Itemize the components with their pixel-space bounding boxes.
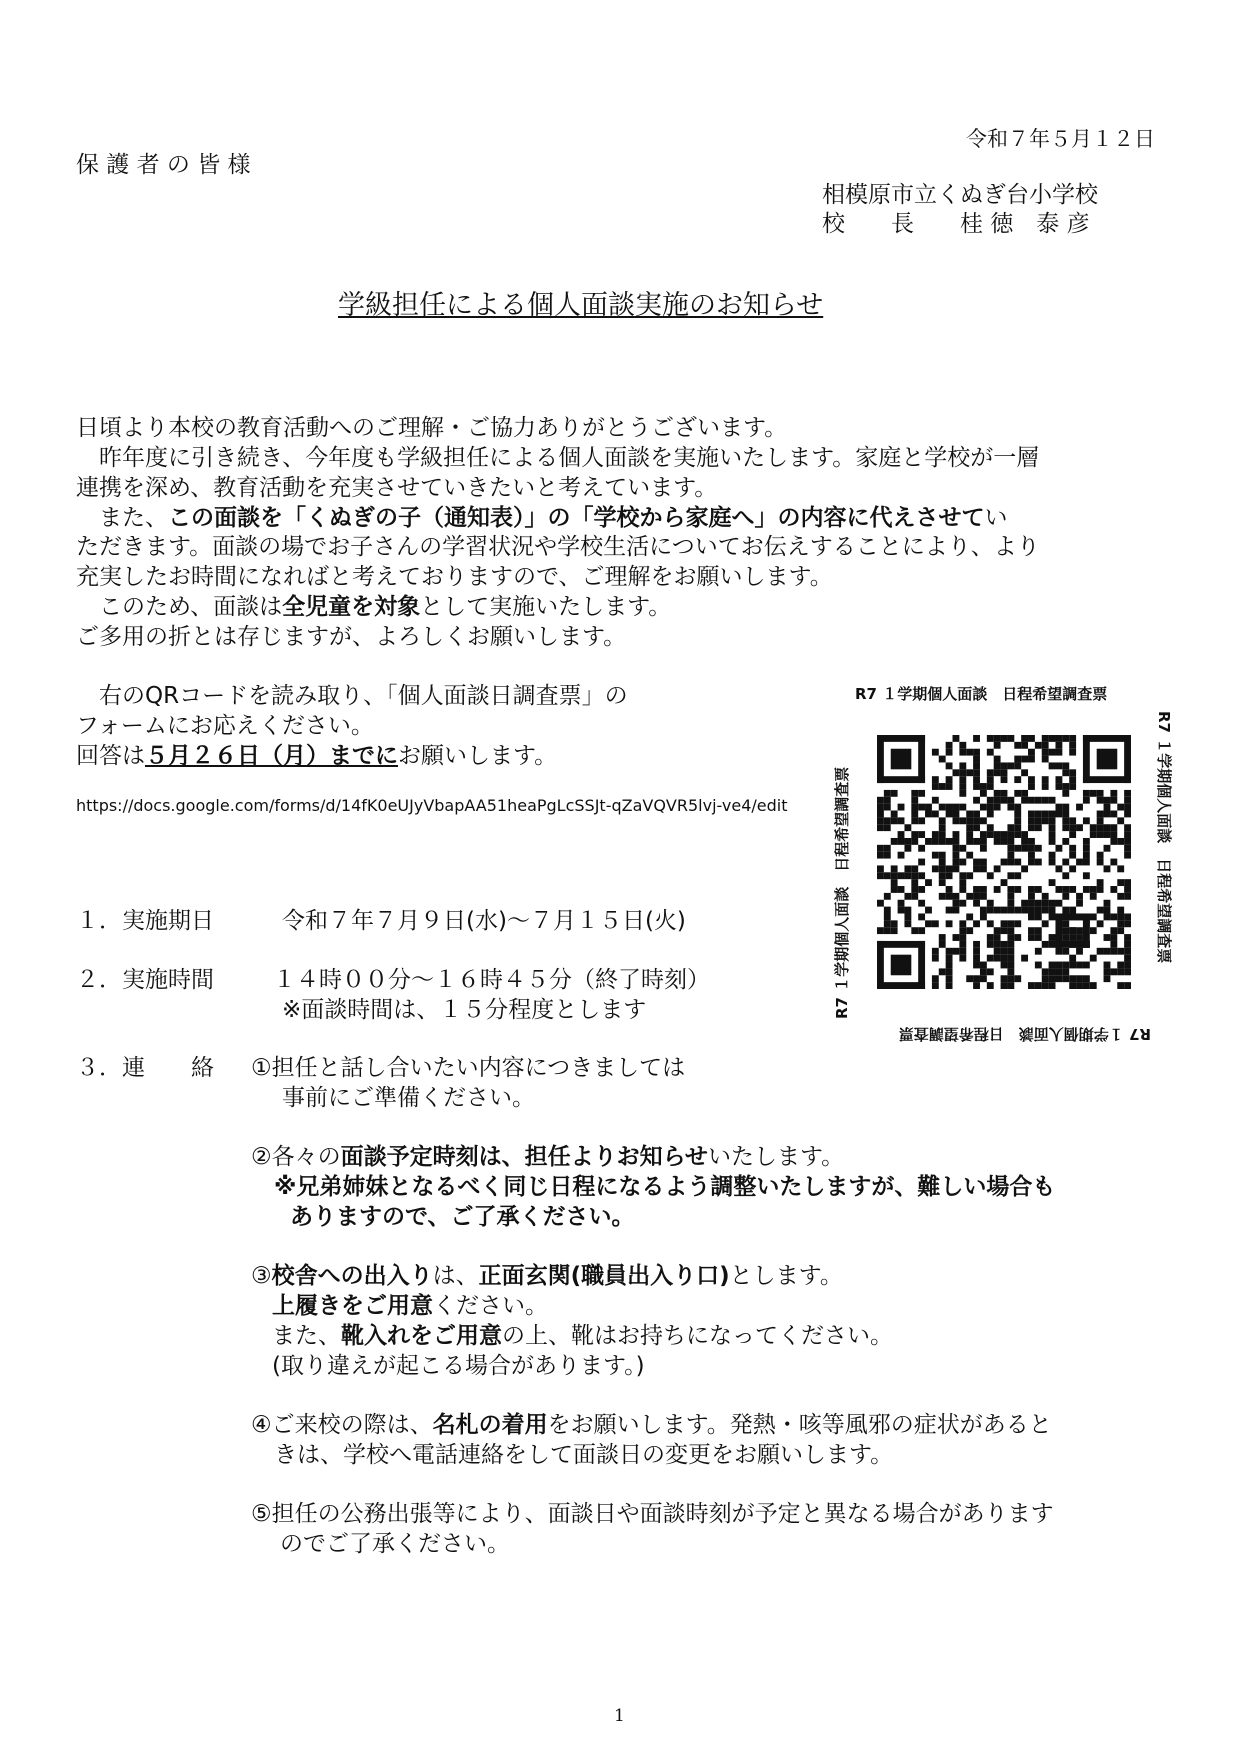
- note-3-line-3: また、靴入れをご用意の上、靴はお持ちになってください。: [272, 1323, 893, 1349]
- page-number: 1: [614, 1706, 625, 1726]
- note-1-line-1: ①担任と話し合いたい内容につきましては: [251, 1055, 686, 1081]
- qr-deadline: 回答は５月２６日（月）までにお願いします。: [76, 743, 558, 769]
- note-3-line-1: ③校舎への出入りは、正面玄関(職員出入り口)とします。: [251, 1263, 843, 1289]
- note-2-line-1: ②各々の面談予定時刻は、担任よりお知らせいたします。: [251, 1144, 845, 1170]
- intro-line-6: 充実したお時間になればと考えておりますので、ご理解をお願いします。: [76, 564, 833, 590]
- document-date: 令和７年５月１２日: [966, 127, 1155, 151]
- intro-line-5: ただきます。面談の場でお子さんの学習状況や学校生活についてお伝えすることにより、より: [76, 534, 1040, 560]
- note-5-line-2: のでご了承ください。: [280, 1531, 510, 1557]
- note-3-line-4: (取り違えが起こる場合があります。): [272, 1353, 645, 1379]
- qr-label-bottom: R7 １学期個人面談 日程希望調査票: [898, 1025, 1151, 1043]
- item-2-note: ※面談時間は、１５分程度とします: [282, 997, 647, 1023]
- note-2-line-2: ※兄弟姉妹となるべく同じ日程になるよう調整いたしますが、難しい場合も: [274, 1174, 1056, 1200]
- note-1-line-2: 事前にご準備ください。: [282, 1085, 535, 1111]
- intro-line-3: 連携を深め、教育活動を充実させていきたいと考えています。: [76, 475, 718, 501]
- page-title: 学級担任による個人面談実施のお知らせ: [338, 290, 824, 321]
- qr-code-frame: [833, 685, 1173, 1043]
- qr-label-right: R7 １学期個人面談 日程希望調査票: [1155, 711, 1173, 964]
- item-1-label: １．実施期日: [76, 908, 214, 934]
- note-5-line-1: ⑤担任の公務出張等により、面談日や面談時刻が予定と異なる場合があります: [251, 1501, 1054, 1527]
- intro-emphasis: この面談を「くぬぎの子（通知表）」の「学校から家庭へ」の内容に代えさせて: [168, 505, 985, 531]
- intro-line-4: また、この面談を「くぬぎの子（通知表）」の「学校から家庭へ」の内容に代えさせてい: [76, 505, 1008, 531]
- principal-name: 校 長 桂 徳 泰 彦: [822, 211, 1090, 237]
- qr-label-left: R7 １学期個人面談 日程希望調査票: [833, 766, 851, 1019]
- qr-code-icon[interactable]: [877, 735, 1131, 989]
- recipient: 保 護 者 の 皆 様: [76, 152, 251, 178]
- qr-instruction-1: 右のQRコードを読み取り、「個人面談日調査票」の: [76, 683, 628, 709]
- intro-line-8: ご多用の折とは存じますが、よろしくお願いします。: [76, 624, 627, 650]
- intro-line-2: 昨年度に引き続き、今年度も学級担任による個人面談を実施いたします。家庭と学校が一層: [76, 445, 1040, 471]
- qr-label-top: R7 １学期個人面談 日程希望調査票: [855, 685, 1108, 703]
- note-2-line-3: ありますので、ご了承ください。: [290, 1204, 635, 1230]
- item-2-label: ２．実施時間: [76, 967, 214, 993]
- item-2-value: １４時００分～１６時４５分（終了時刻）: [273, 967, 710, 993]
- intro-line-1: 日頃より本校の教育活動へのご理解・ご協力ありがとうございます。: [76, 415, 788, 441]
- note-4-line-1: ④ご来校の際は、名札の着用をお願いします。発熱・咳等風邪の症状があると: [251, 1412, 1052, 1438]
- school-name: 相模原市立くぬぎ台小学校: [822, 182, 1098, 208]
- qr-instruction-2: フォームにお応えください。: [76, 713, 374, 739]
- item-3-label: ３．連 絡: [76, 1055, 214, 1081]
- note-4-line-2: きは、学校へ電話連絡をして面談日の変更をお願いします。: [274, 1442, 894, 1468]
- item-1-value: 令和７年７月９日(水)～７月１５日(火): [282, 908, 686, 934]
- note-3-line-2: 上履きをご用意ください。: [272, 1293, 548, 1319]
- form-url-link[interactable]: https://docs.google.com/forms/d/14fK0eUJyVbapAA51heaPgLcSSJt-qZaVQVR5lvj-ve4/edit: [76, 796, 788, 815]
- intro-line-7: このため、面談は全児童を対象として実施いたします。: [76, 594, 672, 620]
